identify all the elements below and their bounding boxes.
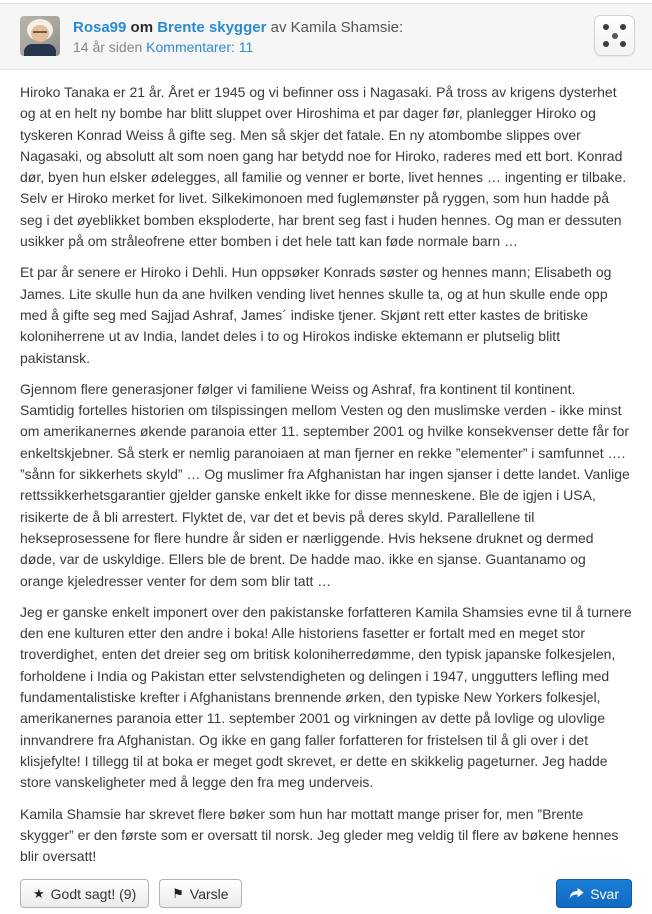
header-meta-line	[73, 38, 403, 57]
avatar[interactable]	[20, 16, 60, 56]
avatar-glasses	[33, 31, 47, 34]
dice-dot	[620, 41, 626, 47]
review-header	[0, 3, 652, 70]
svar-button[interactable]	[556, 879, 632, 908]
header-title-line	[73, 17, 403, 38]
header-text	[73, 16, 403, 57]
connector-text: om	[130, 19, 154, 36]
dice-dot	[603, 41, 609, 47]
review-body	[0, 70, 652, 867]
dice-dot	[603, 24, 609, 30]
dice-dot	[620, 24, 626, 30]
author-text: av Kamila Shamsie:	[270, 19, 404, 36]
varsle-button[interactable]	[159, 879, 241, 908]
varsle-label: Varsle	[189, 885, 229, 902]
review-paragraph: Jeg er ganske enkelt imponert over den pakistanske forfatteren Kamila Shamsies evne til å turnere den ene kulturen etter den andre i boka! Alle historiens fasetter er fortalt med en meget stor troverdighet, enten det dreier seg om britisk koloniherredømme, den typisk japanske folkesjelen, forholdene i India og Pakistan etter selvstendigheten og delingen i 1947, unggutters lefling med fundamentalistiske krefter i Afghanistans brennende ørken, den typiske New Yorkers folkesjel, amerikanernes paranoia etter 11. september 2001 og virkningen av dette på lovlige og ulovlige innvandrere fra Afghanistan. Og ikke en gang faller forfatteren for fristelsen til å gli over i det klisjefylte! I tillegg til at boka er meget godt skrevet, er dette en skikkelig pageturner. Jeg hadde store vanskeligheter med å legge den fra meg underveis.	[20, 603, 632, 791]
svar-label: Svar	[590, 885, 619, 902]
dice-dot	[612, 33, 618, 39]
review-paragraph: Kamila Shamsie har skrevet flere bøker som hun har mottatt mange priser for, men ”Brente skygger” er den første som er oversatt til norsk. Jeg gleder meg veldig til flere av bøkene hennes blir oversatt!	[20, 805, 619, 865]
review-paragraph: Et par år senere er Hiroko i Dehli. Hun oppsøker Konrads søster og hennes mann; Elisabeth og James. Lite skulle hun da ane hvilken vending livet hennes skulle ta, og at hun skulle ende opp med å gifte seg med Sajjad Ashraf, James´ indiske tjener. Skjønt rett etter kastes de britiske koloniherrene ut av India, landet deles i to og Hirokos indiske ektemann er plutselig blitt pakistansk.	[20, 264, 612, 366]
book-title-link[interactable]: Brente skygger	[157, 19, 267, 36]
comments-link[interactable]: Kommentarer: 11	[146, 39, 254, 55]
actions-bar	[0, 877, 652, 914]
godt-sagt-button[interactable]	[20, 879, 149, 908]
review-paragraph: Gjennom flere generasjoner følger vi familiene Weiss og Ashraf, fra kontinent til kontinent. Samtidig fortelles historien om tilspissingen mellom Vesten og den muslimske verden - ikke minst om amerikanernes økende paranoia etter 11. september 2001 og hvilke konsekvenser dette får for enkeltskjebner. Så sterk er nemlig paranoiaen at man fjerner en rekke ”elementer” i samfunnet …. ”sånn for sikkerhets skyld” … Og muslimer fra Afghanistan har ingen sjanser i dette landet. Vanlige rettssikkerhetsgarantier gjelder ganske enkelt ikke for disse menneskene. Ble de igjen i USA, risikerte de å bli arrestert. Flyktet de, var det et bevis på deres skyld. Parallellene til hekseprosessene for flere hundre år siden er nærliggende. Hvis heksene druknet og dermed døde, var de uskyldige. Ellers ble de brent. De hadde mao. ikke en sjanse. Guantanamo og orange kjeledresser venter for dem som blir tatt …	[20, 380, 630, 589]
username-link[interactable]: Rosa99	[73, 19, 127, 36]
star-icon: ★	[33, 885, 45, 901]
timestamp: 14 år siden	[73, 39, 143, 55]
godt-sagt-label: Godt sagt! (9)	[50, 885, 137, 902]
reply-arrow-icon	[569, 888, 584, 900]
dice-rating-icon	[594, 15, 635, 56]
review-paragraph: Hiroko Tanaka er 21 år. Året er 1945 og vi befinner oss i Nagasaki. På tross av krigens dysterhet og at en helt ny bombe har blitt sluppet over Hiroshima et par dager før, planlegger Hiroko og tyskeren Konrad Weiss å gifte seg. Men så skjer det fatale. En ny atombombe slippes over Nagasaki, og absolutt alt som noen gang har betydd noe for Hiroko, raderes med ett bort. Konrad dør, byen hun elsker ødelegges, all familie og venner er borte, livet hennes … ingenting er tilbake. Selv er Hiroko merket for livet. Silkekimonoen med fuglemønster på ryggen, som hun hadde på seg i det øyeblikket bomben eksploderte, har brent seg fast i huden hennes. Og man er dessuten usikker på om stråleofrene etter bomben i det hele tatt kan føde normale barn …	[20, 84, 627, 250]
flag-icon: ⚑	[172, 885, 184, 901]
avatar-body	[24, 44, 56, 56]
